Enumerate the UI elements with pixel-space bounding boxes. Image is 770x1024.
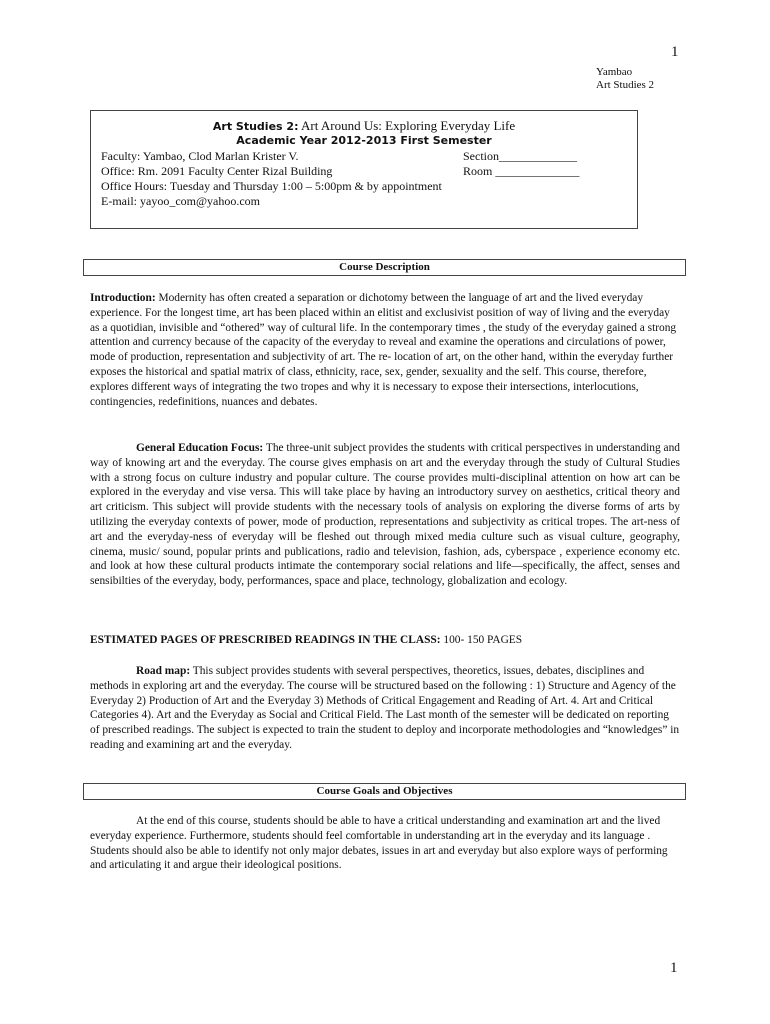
page-number-top: 1 — [671, 44, 679, 60]
course-info-box — [90, 110, 638, 229]
roadmap-label: Road map: — [136, 665, 191, 677]
faculty-line: Faculty: Yambao, Clod Marlan Krister V. — [101, 149, 299, 163]
ge-focus-label: General Education Focus: — [136, 442, 264, 454]
email-line: E-mail: yayoo_com@yahoo.com — [101, 194, 261, 208]
section-field: Section_____________ — [463, 149, 577, 163]
course-description-heading: Course Description — [83, 259, 686, 276]
office-hours-line: Office Hours: Tuesday and Thursday 1:00 – 5:00pm & by appointment — [101, 179, 442, 193]
room-field: Room ______________ — [463, 164, 580, 178]
goals-paragraph: At the end of this course, students should be able to have a critical understanding and examination art and the lived everyday experience. Furthermore, students should feel comfortable in understanding art in the everyday and its language . Students should also be able to identify not only major debates, issues in art and everyday but also explore ways of performing and articulating it and argue their ideological positions. — [90, 815, 668, 872]
header-course: Art Studies 2 — [596, 79, 655, 91]
academic-year: Academic Year 2012-2013 First Semester — [236, 134, 492, 147]
introduction-text: Modernity has often created a separation or dichotomy between the language of art and the lived everyday experience. For the longest time, art has been placed within an elitist and exclusivist position of way of living and the everyday as a quotidian, invisible and “othered” way of cultural life. In the contemporary times , the study of the everyday gained a strong attention and currency because of the capacity of the everyday to reveal and examine the operations and circulations of power, mode of production, representation and subjectivity of art. The re- location of art, on the other hand, within the everyday further exposes the historical and spatial matrix of class, ethnicity, race, sex, gender, sexuality and the self. This course, therefore, explores different ways of integrating the two tropes and why it is necessary to expose their intersections, interlocutions, contingencies, redefinitions, nuances and debates. — [90, 292, 677, 408]
estimated-pages-line — [90, 633, 680, 648]
running-header — [596, 66, 654, 92]
course-title: Art Around Us: Exploring Everyday Life — [301, 118, 516, 133]
introduction-label: Introduction: — [90, 292, 156, 304]
introduction-paragraph — [90, 291, 680, 409]
estimated-pages-value: 100- 150 PAGES — [440, 634, 523, 646]
ge-focus-paragraph — [90, 441, 680, 589]
roadmap-paragraph — [90, 664, 680, 753]
header-author: Yambao — [596, 66, 633, 78]
estimated-pages-label: ESTIMATED PAGES OF PRESCRIBED READINGS IN THE CLASS: — [90, 634, 441, 646]
page-number-bottom: 1 — [670, 960, 678, 976]
course-goals-heading: Course Goals and Objectives — [83, 783, 686, 800]
course-title-line — [91, 118, 637, 134]
course-code: Art Studies 2: — [212, 120, 299, 133]
roadmap-text: This subject provides students with several perspectives, theoretics, issues, debates, disciplines and methods in exploring art and the everyday. The course will be structured based on the following : 1) Structure and Agency of the Everyday 2) Production of Art and the Everyday 3) Methods of Critical Engagement and Reading of Art. 4. Art and Critical Categories 4). Art and the Everyday as Social and Critical Field. The Last month of the semester will be dedicated on reporting of prescribed readings. The subject is expected to train the student to deploy and incorporate methodologies and “knowledges” in reading and examining art and the everyday. — [90, 665, 680, 751]
office-line: Office: Rm. 2091 Faculty Center Rizal Building — [101, 164, 333, 178]
ge-focus-text: The three-unit subject provides the students with critical perspectives in understanding and way of knowing art and the everyday. The course gives emphasis on art and the everyday through the study of Cultural Studies with a strong focus on culture industry and popular culture. The course provides multi-disciplinal attention on how art can be explored in the everyday and vise versa. This will take place by having an introductory survey on aesthetics, critical theory and art criticism. This subject will provide students with the necessary tools of analysis on exploring the diverse forms of arts by utilizing the everyday contexts of power, mode of production, representations and subjectivity as critical tropes. The art-ness of art and the everyday-ness of everyday will be fleshed out through mixed media culture such as visual culture, geography, cinema, music/ sound, popular prints and publications, radio and television, fashion, ads, cyberspace , experience economy etc. and look at how these cultural products intimate the contemporary social relations and life—specifically, the affect, senses and sensibilties of the everyday, body, performances, space and place, technology, globalization and ecology. — [90, 442, 680, 588]
